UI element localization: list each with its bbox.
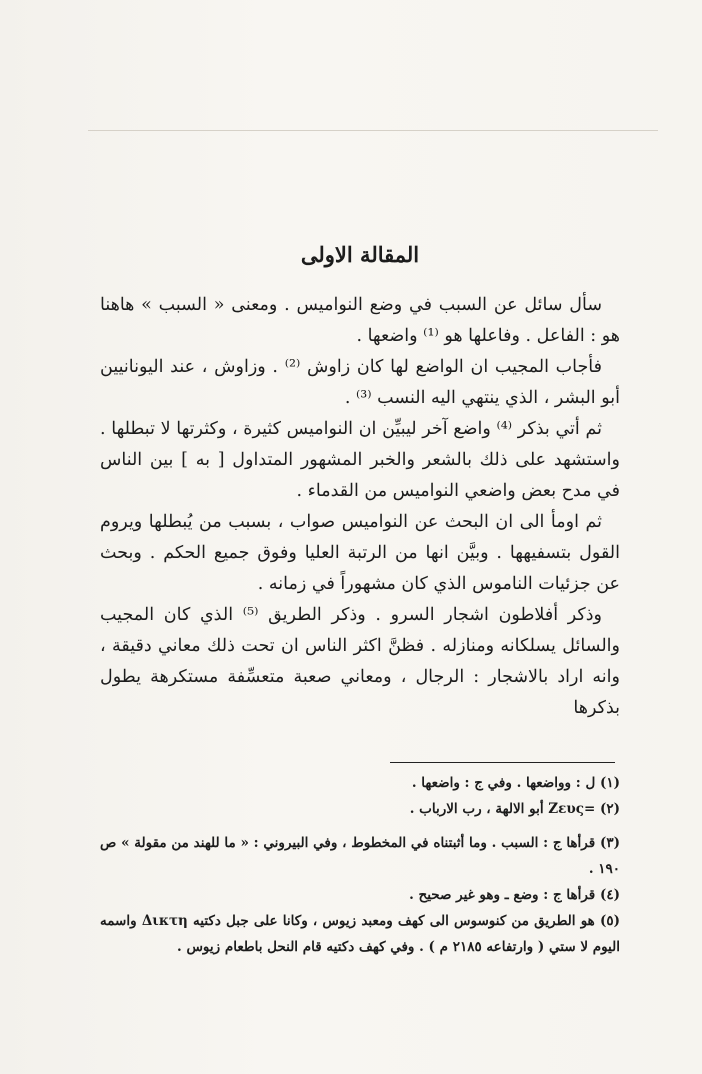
paragraph: فأجاب المجيب ان الواضع لها كان زاوش ⁽²⁾ . وزاوش ، عند اليونانيين أبو البشر ، الذي ينتهي اليه النسب ⁽³⁾ .: [100, 357, 620, 408]
paragraph: ثم أتي بذكر ⁽⁴⁾ واضع آخر ليبيِّن ان النواميس كثيرة ، وكثرتها لا تبطلها . واستشهد على ذلك بالشعر والخبر المشهور المتداول [ به ] بين الناس في مدح بعض واضعي النواميس من القدماء .: [100, 419, 620, 501]
chapter-title: المقالة الاولى: [300, 242, 420, 267]
footnote: (٢) =Ζευς أبو الالهة ، رب الارباب .: [409, 801, 620, 817]
paragraph: وذكر أفلاطون اشجار السرو . وذكر الطريق ⁽⁵⁾ الذي كان المجيب والسائل يسلكانه ومنازله . فظنَّ اكثر الناس ان تحت ذلك معاني دقيقة ، وانه اراد بالاشجار : الرجال ، ومعاني صعبة متعسِّفة مستكرهة يطول بذكرها: [100, 605, 620, 718]
footnote: (٥) هو الطريق من كنوسوس الى كهف ومعبد زيوس ، وكانا على جبل دكتيه Δικτη واسمه اليوم لا ستي ( وارتفاعه ٢١٨٥ م ) . وفي كهف دكتيه قام النحل باطعام زيوس .: [100, 913, 621, 955]
footnote: (١) ل : وواضعها . وفي ج : واضعها .: [411, 775, 620, 791]
footnote: (٣) قرأها ج : السبب . وما أثبتناه في المخطوط ، وفي البيروني : « ما للهند من مقولة » ص ١٩٠ .: [100, 835, 620, 877]
footnote: (٤) قرأها ج : وضع ـ وهو غير صحيح .: [409, 887, 620, 903]
paragraph: ثم اومأ الى ان البحث عن النواميس صواب ، بسبب من يُبطلها ويروم القول بتسفيهها . وبيَّن انها من الرتبة العليا وفوق جميع الحكم . وبحث عن جزئيات الناموس الذي كان مشهوراً في زمانه .: [100, 512, 620, 594]
footnote-separator: [390, 762, 615, 763]
footnotes: [100, 770, 620, 960]
bleed-through-rule: [88, 130, 658, 131]
main-text: [100, 290, 620, 724]
paragraph: سأل سائل عن السبب في وضع النواميس . ومعنى « السبب » هاهنا هو : الفاعل . وفاعلها هو ⁽¹⁾ واضعها .: [100, 295, 620, 346]
